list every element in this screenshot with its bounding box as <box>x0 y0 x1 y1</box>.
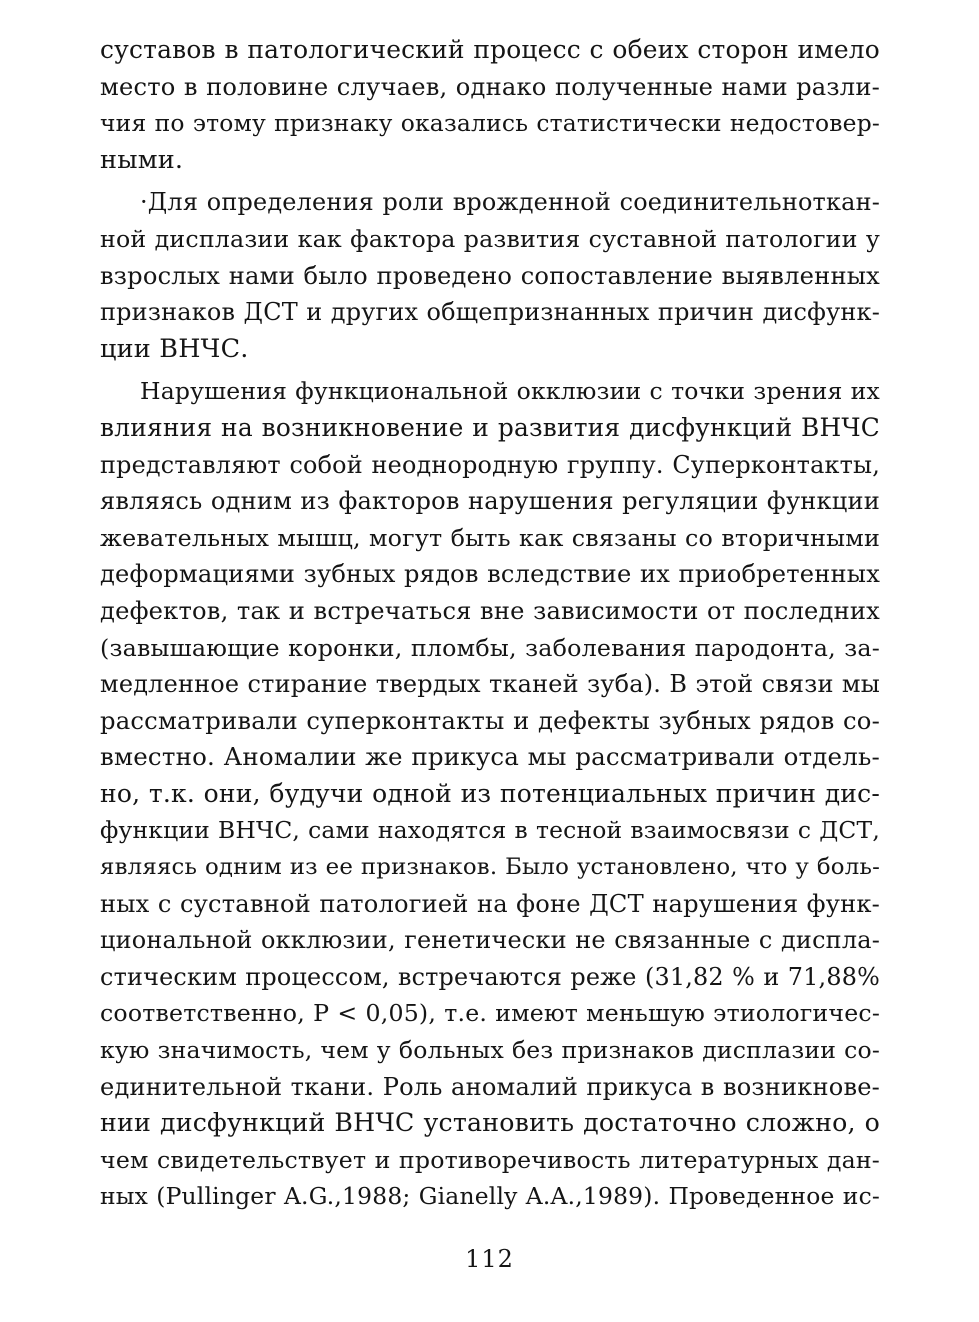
text-line: нии дисфункций ВНЧС установить достаточно сложно, о <box>100 1108 880 1138</box>
text-line: место в половине случаев, однако полученные нами разли- <box>100 72 880 101</box>
text-line: ции ВНЧС. <box>100 333 249 364</box>
page-number: 112 <box>465 1245 514 1273</box>
text-line: представляют собой неоднородную группу. Суперконтакты, <box>100 450 880 479</box>
text-line: функции ВНЧС, сами находятся в тесной взаимосвязи с ДСТ, <box>100 816 880 845</box>
text-line: медленное стирание твердых тканей зуба). В этой связи мы <box>100 670 880 699</box>
text-line: взрослых нами было проведено сопоставление выявленных <box>100 261 880 290</box>
text-line: ных (Pullinger A.G.,1988; Gianelly A.A.,1989). Проведенное ис- <box>100 1182 880 1211</box>
text-line: признаков ДСТ и других общепризнанных причин дисфунк- <box>100 298 880 327</box>
text-line: жевательных мышц, могут быть как связаны со вторичными <box>100 523 880 552</box>
text-line: являясь одним из факторов нарушения регуляции функции <box>100 487 880 516</box>
text-line: чем свидетельствует и противоречивость литературных дан- <box>100 1145 880 1174</box>
text-line: ных с суставной патологией на фоне ДСТ нарушения функ- <box>100 889 880 918</box>
text-line: вместно. Аномалии же прикуса мы рассматривали отдель- <box>100 742 880 772</box>
text-line: являясь одним из ее признаков. Было установлено, что у боль- <box>100 854 880 881</box>
text-line: ·Для определения роли врожденной соединительноткан- <box>140 188 880 217</box>
text-line: кую значимость, чем у больных без признаков дисплазии со- <box>100 1036 880 1065</box>
text-line: ной дисплазии как фактора развития суставной патологии у <box>100 224 880 253</box>
text-line: но, т.к. они, будучи одной из потенциальных причин дис- <box>100 778 880 808</box>
paragraph-1 <box>100 32 880 178</box>
text-line: влияния на возникновение и развития дисфункций ВНЧС <box>100 412 880 442</box>
text-line: дефектов, так и встречаться вне зависимости от последних <box>100 596 880 625</box>
paragraph-3 <box>100 373 880 1215</box>
text-line: соответственно, P < 0,05), т.е. имеют меньшую этиологичес- <box>100 999 880 1028</box>
text-line: циональной окклюзии, генетически не связанные с диспла- <box>100 926 880 955</box>
text-line: стическим процессом, встречаются реже (31,82 % и 71,88% <box>100 962 880 991</box>
page-body <box>100 32 880 1215</box>
text-line: рассматривали суперконтакты и дефекты зубных рядов со- <box>100 705 880 735</box>
text-line: суставов в патологический процесс с обеих сторон имело <box>100 35 880 64</box>
text-line: единительной ткани. Роль аномалий прикуса в возникнове- <box>100 1072 880 1101</box>
text-line: деформациями зубных рядов вследствие их приобретенных <box>100 560 880 589</box>
text-line: чия по этому признаку оказались статистически недостовер- <box>100 109 880 138</box>
text-line: Нарушения функциональной окклюзии с точки зрения их <box>140 377 880 406</box>
text-line: (завышающие коронки, пломбы, заболевания пародонта, за- <box>100 633 880 662</box>
text-line: ными. <box>100 144 184 175</box>
paragraph-2 <box>100 184 880 367</box>
